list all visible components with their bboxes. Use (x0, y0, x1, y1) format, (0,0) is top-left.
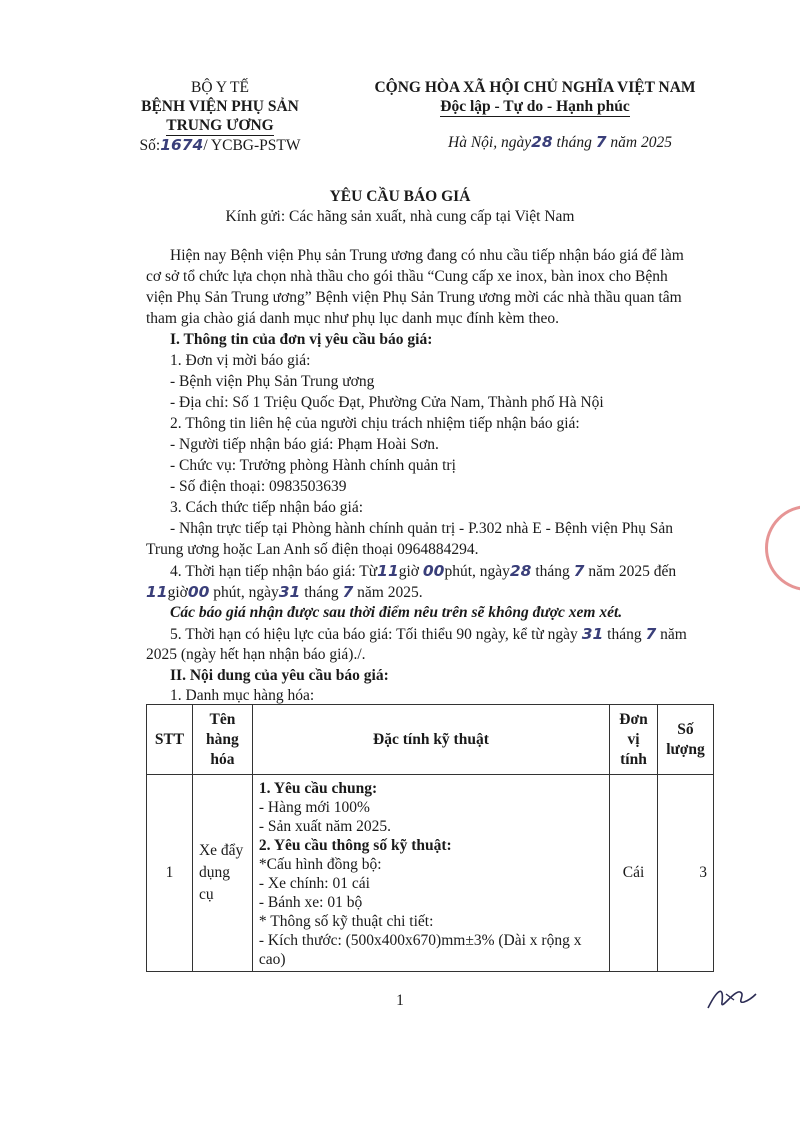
spec-line: - Sản xuất năm 2025. (258, 818, 392, 835)
motto-text: Độc lập - Tự do - Hạnh phúc (440, 98, 630, 115)
spec-line: * Thông số kỹ thuật chi tiết: (258, 913, 434, 930)
validity-month: 7 (645, 625, 657, 643)
date-mid: tháng (552, 134, 596, 151)
col-header-name-2: hàng (206, 730, 239, 748)
col-header-name (192, 705, 252, 775)
spec-line: - Hàng mới 100% (258, 799, 370, 816)
number-suffix: / YCBG-PSTW (203, 137, 301, 154)
deadline-day-1: 28 (509, 562, 532, 580)
deadline-text-b: giờ (398, 563, 419, 580)
deadline-text-a: 4. Thời hạn tiếp nhận báo giá: Từ (170, 563, 378, 580)
col-header-stt: STT (147, 705, 193, 775)
deadline-text-h: phút, ngày (209, 584, 279, 601)
deadline-text-f: năm 2025 đến (584, 563, 677, 580)
issuer-block (120, 78, 320, 155)
initials-signature (700, 978, 760, 1018)
deadline-line-1 (170, 562, 676, 581)
deadline-day-2: 31 (278, 583, 301, 601)
col-header-unit-2: vị (627, 730, 640, 748)
section1-line-1: 1. Đơn vị mời báo giá: (170, 352, 311, 369)
hospital-name-line2-text: TRUNG ƯƠNG (166, 117, 274, 134)
deadline-text-j: năm 2025. (353, 584, 423, 601)
validity-line-1 (170, 625, 687, 644)
motto (360, 97, 710, 117)
spec-line: *Cấu hình đồng bộ: (258, 856, 382, 873)
validity-text-b: tháng (603, 626, 646, 643)
document-title: YÊU CẦU BÁO GIÁ (329, 188, 471, 205)
spec-line: - Kích thước: (500x400x670)mm±3% (Dài x rộng x (258, 932, 582, 949)
validity-text-c: năm (656, 626, 687, 643)
section1-line-3: - Địa chỉ: Số 1 Triệu Quốc Đạt, Phường Cửa Nam, Thành phố Hà Nội (170, 394, 604, 411)
red-stamp (765, 505, 800, 591)
section2-heading: II. Nội dung của yêu cầu báo giá: (170, 667, 389, 684)
recipient-line: Kính gửi: Các hãng sản xuất, nhà cung cấp tại Việt Nam (225, 208, 575, 225)
deadline-hour-2: 11 (146, 583, 168, 601)
intro-line-3: viện Phụ Sản Trung ương” Bệnh viện Phụ Sản Trung ương mời các nhà thầu quan tâm (146, 289, 682, 306)
row-name: Xe đẩy dụng cụ (192, 775, 252, 972)
deadline-minute-1: 00 (422, 562, 445, 580)
deadline-text-e: tháng (531, 563, 574, 580)
validity-text-a: 5. Thời hạn có hiệu lực của báo giá: Tối thiểu 90 ngày, kể từ ngày (170, 626, 578, 643)
issue-date (448, 133, 672, 152)
intro-line-2: cơ sở tổ chức lựa chọn nhà thầu cho gói thầu “Cung cấp xe inox, bàn inox cho Bệnh (146, 268, 668, 285)
col-header-qty (657, 705, 713, 775)
spec-line: - Xe chính: 01 cái (258, 875, 370, 892)
ministry-name: BỘ Y TẾ (191, 79, 249, 96)
row-unit: Cái (610, 775, 658, 972)
deadline-text-c: phút, ngày (444, 563, 510, 580)
deadline-month-1: 7 (573, 562, 585, 580)
table-header-row (147, 705, 714, 775)
document-number (120, 136, 320, 155)
section1-line-10: Trung ương hoặc Lan Anh số điện thoại 0964884294. (146, 541, 479, 558)
deadline-month-2: 7 (342, 583, 354, 601)
col-header-unit-1: Đơn (619, 710, 648, 728)
col-header-name-3: hóa (210, 750, 235, 768)
deadline-text-g: giờ (167, 584, 188, 601)
spec-line: 1. Yêu cầu chung: (258, 780, 378, 797)
col-header-qty-1: Số (677, 720, 694, 738)
deadline-minute-2: 00 (187, 583, 210, 601)
national-header (360, 78, 710, 117)
section1-line-6: - Chức vụ: Trưởng phòng Hành chính quản trị (170, 457, 456, 474)
section2-sub: 1. Danh mục hàng hóa: (170, 687, 315, 704)
validity-day: 31 (581, 625, 604, 643)
section1-line-2: - Bệnh viện Phụ Sản Trung ương (170, 373, 375, 390)
deadline-text-i: tháng (300, 584, 343, 601)
col-header-name-1: Tên (209, 710, 236, 728)
intro-line-4: tham gia chào giá danh mục như phụ lục danh mục đính kèm theo. (146, 310, 560, 327)
hospital-name-line1: BỆNH VIỆN PHỤ SẢN (141, 98, 299, 115)
table-row (147, 775, 714, 972)
section1-line-4: 2. Thông tin liên hệ của người chịu trách nhiệm tiếp nhận báo giá: (170, 415, 580, 432)
late-quote-warning: Các báo giá nhận được sau thời điểm nêu trên sẽ không được xem xét. (170, 604, 623, 621)
col-header-unit (610, 705, 658, 775)
validity-line-2: 2025 (ngày hết hạn nhận báo giá)./. (146, 646, 366, 663)
section1-line-9: - Nhận trực tiếp tại Phòng hành chính quản trị - P.302 nhà E - Bệnh viện Phụ Sản (170, 520, 674, 537)
intro-line-1: Hiện nay Bệnh viện Phụ sản Trung ương đang có nhu cầu tiếp nhận báo giá để làm (170, 247, 684, 264)
spec-line: cao) (258, 951, 286, 968)
deadline-line-2 (146, 583, 423, 602)
spec-line: - Bánh xe: 01 bộ (258, 894, 363, 911)
deadline-hour-1: 11 (377, 562, 399, 580)
hospital-name-line2 (120, 116, 320, 136)
goods-table (146, 704, 714, 972)
section1-heading: I. Thông tin của đơn vị yêu cầu báo giá: (170, 331, 433, 348)
date-suffix: năm 2025 (606, 134, 672, 151)
row-qty: 3 (657, 775, 713, 972)
row-spec (252, 775, 609, 972)
date-prefix: Hà Nội, ngày (448, 134, 532, 151)
section1-line-8: 3. Cách thức tiếp nhận báo giá: (170, 499, 364, 516)
section1-line-7: - Số điện thoại: 0983503639 (170, 478, 347, 495)
row-stt: 1 (147, 775, 193, 972)
number-handwritten: 1674 (160, 136, 204, 154)
date-day: 28 (531, 133, 553, 151)
col-header-qty-2: lượng (666, 740, 705, 758)
date-month: 7 (595, 133, 607, 151)
section1-line-5: - Người tiếp nhận báo giá: Phạm Hoài Sơn. (170, 436, 439, 453)
col-header-unit-3: tính (620, 750, 647, 768)
col-header-spec: Đặc tính kỹ thuật (252, 705, 609, 775)
spec-line: 2. Yêu cầu thông số kỹ thuật: (258, 837, 452, 854)
number-prefix: Số: (139, 137, 161, 154)
page-number: 1 (396, 992, 404, 1009)
country-name: CỘNG HÒA XÃ HỘI CHỦ NGHĨA VIỆT NAM (374, 79, 696, 96)
